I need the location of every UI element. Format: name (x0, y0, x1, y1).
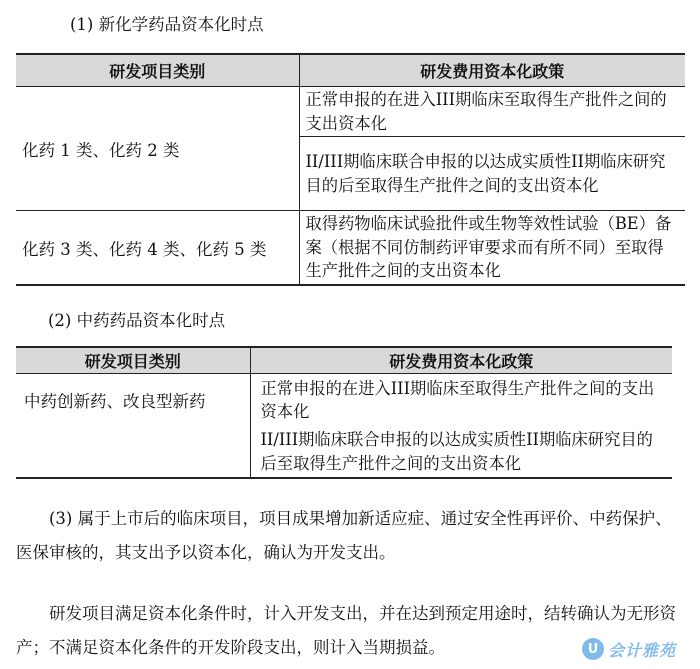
tcm-drug-capitalization-table (16, 346, 672, 479)
u-logo-icon: U (582, 638, 604, 660)
watermark (582, 635, 694, 663)
table-row (16, 211, 685, 286)
policy-cell: II/III期临床联合申报的以达成实质性II期临床研究目的后至取得生产批件之间的支出资本化 (299, 137, 685, 211)
table-header-row (16, 347, 672, 374)
policy-cell: II/III期临床联合申报的以达成实质性II期临床研究目的后至取得生产批件之间的支出资本化 (250, 426, 672, 478)
paragraph-capitalization-conditions: 研发项目满足资本化条件时，计入开发支出，并在达到预定用途时，结转确认为无形资产；不满足资本化条件的开发阶段支出，则计入当期损益。 (16, 604, 676, 657)
watermark-text: 会计雅苑 (608, 640, 677, 660)
header-policy: 研发费用资本化政策 (250, 347, 672, 374)
policy-cell: 取得药物临床试验批件或生物等效性试验（BE）备案（根据不同仿制药评审要求而有所不同）至取得生产批件之间的支出资本化 (299, 211, 685, 286)
chemical-drug-capitalization-table (16, 53, 685, 286)
header-category: 研发项目类别 (16, 347, 250, 374)
category-cell: 中药创新药、改良型新药 (24, 392, 206, 411)
table-header-row (16, 54, 685, 87)
header-policy: 研发费用资本化政策 (299, 54, 685, 87)
table-row (16, 374, 672, 427)
paragraph-post-market-clinical: (3) 属于上市后的临床项目，项目成果增加新适应症、通过安全性再评价、中药保护、医保审核的，其支出予以资本化，确认为开发支出。 (16, 509, 672, 562)
table-row (16, 87, 685, 137)
policy-cell: 正常申报的在进入III期临床至取得生产批件之间的支出资本化 (250, 374, 672, 427)
section2-heading: (2) 中药药品资本化时点 (48, 311, 226, 330)
category-cell: 化药 3 类、化药 4 类、化药 5 类 (16, 211, 299, 286)
category-cell: 化药 1 类、化药 2 类 (22, 140, 180, 160)
header-category: 研发项目类别 (16, 54, 299, 87)
section1-heading: (1) 新化学药品资本化时点 (70, 15, 264, 34)
policy-cell: 正常申报的在进入III期临床至取得生产批件之间的支出资本化 (299, 87, 685, 137)
